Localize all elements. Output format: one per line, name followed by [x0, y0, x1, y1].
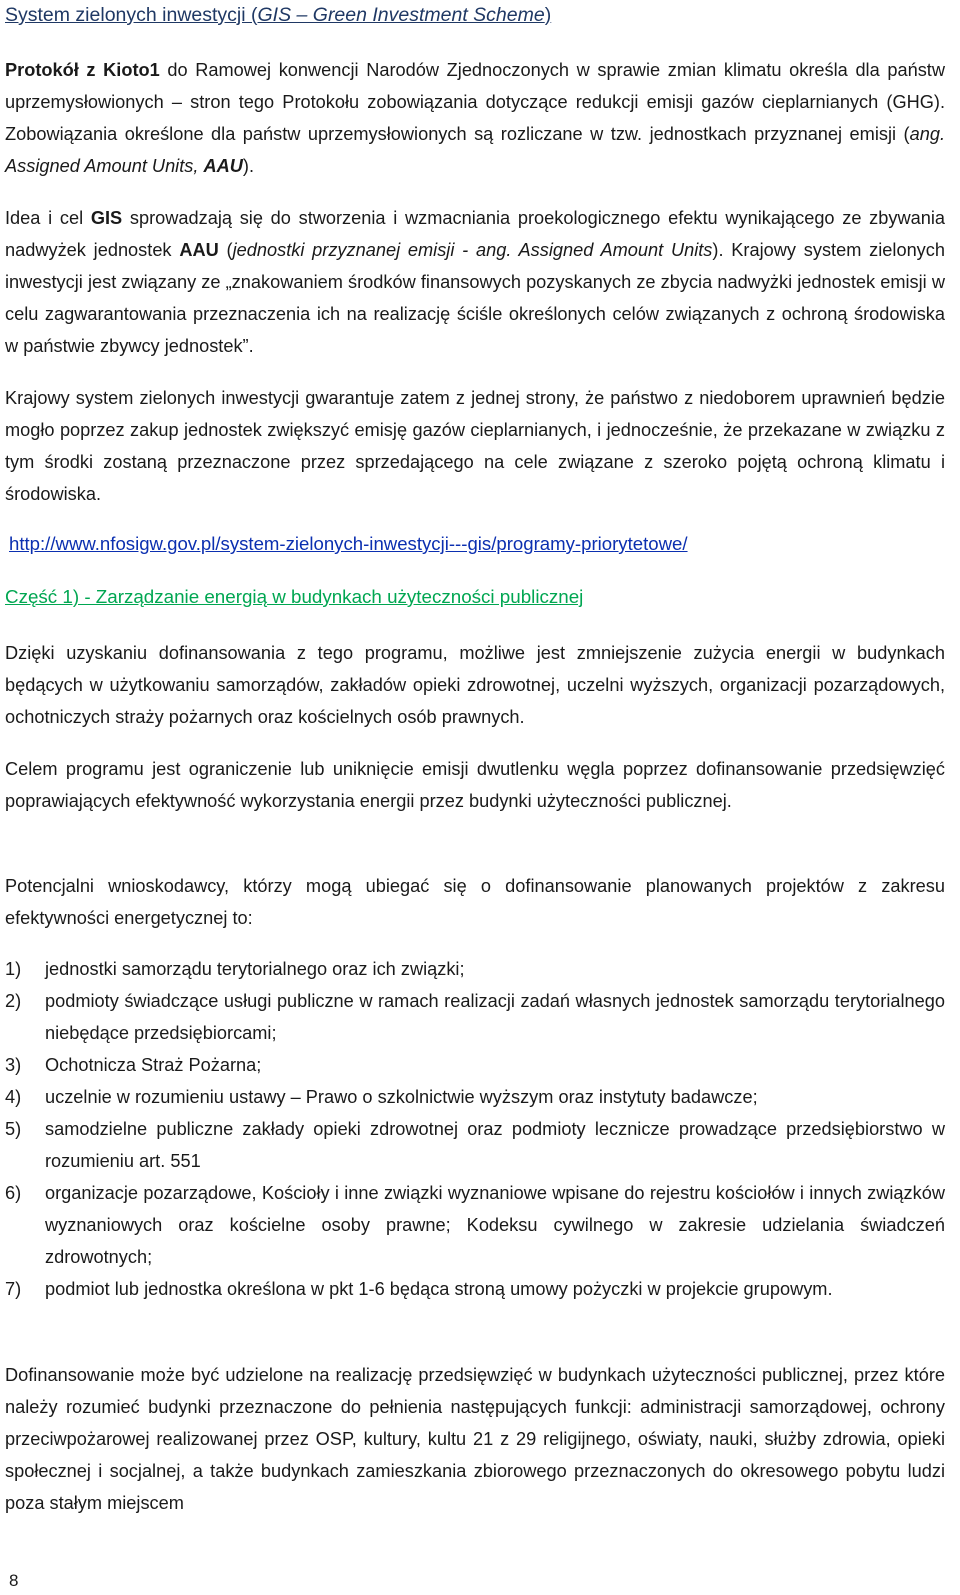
list-item-text: jednostki samorządu terytorialnego oraz ich związki;: [45, 959, 465, 979]
paragraph-guarantee: Krajowy system zielonych inwestycji gwarantuje zatem z jednej strony, że państwo z niedoborem uprawnień będzie mogło poprzez zakup jednostek zwiększyć emisję gazów cieplarnianych, i jednocześnie, że przekazane w związku z tym środki zostaną przeznaczone przez sprzedającego na cele związane z szeroko pojętą ochroną klimatu i środowiska.: [5, 388, 945, 504]
gis-idea-text: Idea i cel: [5, 208, 91, 228]
title-prefix: System zielonych inwestycji (: [5, 4, 258, 26]
list-item-text: samodzielne publiczne zakłady opieki zdrowotnej oraz podmioty lecznicze prowadzące przedsiębiorstwo w rozumieniu art. 551: [45, 1119, 945, 1171]
kyoto-italic: ang. Assigned Amount Units,: [5, 124, 945, 176]
kyoto-text: do Ramowej konwencji Narodów Zjednoczonych w sprawie zmian klimatu określa dla państw uprzemysłowionych – stron tego Protokołu zobowiązania dotyczące redukcji emisji gazów cieplarnianych (GHG). Zobowiązania określone dla państw uprzemysłowionych są rozliczane w tzw. jednostkach przyznanej emisji (: [5, 60, 945, 144]
paragraph-kyoto: [5, 54, 945, 182]
list-item: [5, 1049, 945, 1081]
paragraph-gis-idea: [5, 202, 945, 362]
list-item: [5, 1081, 945, 1113]
section-heading: Część 1) - Zarządzanie energią w budynkach użyteczności publicznej: [5, 586, 584, 607]
list-item: [5, 1177, 945, 1273]
list-item: [5, 985, 945, 1049]
gis-idea-text-3: (: [218, 240, 233, 260]
nfosigw-link[interactable]: http://www.nfosigw.gov.pl/system-zielonych-inwestycji---gis/programy-priorytetowe/: [9, 533, 688, 554]
gis-bold: GIS: [90, 208, 123, 228]
paragraph-applicants: Potencjalni wnioskodawcy, którzy mogą ubiegać się o dofinansowanie planowanych projektów z zakresu efektywności energetycznej to:: [5, 876, 945, 928]
list-item: [5, 1113, 945, 1177]
list-item-number: 2): [5, 991, 22, 1011]
title-suffix: ): [544, 4, 552, 26]
aau-bold: AAU: [179, 240, 219, 260]
list-item-number: 6): [5, 1183, 22, 1203]
gis-idea-text-4: ). Krajowy system zielonych inwestycji jest związany ze „znakowaniem środków finansowych pozyskanych ze zbycia nadwyżki jednostek emisji w celu zagwarantowania przeznaczenia ich na realizację ściśle określonych celów związanych z ochroną środowiska w państwie zbywcy jednostek”.: [5, 240, 945, 356]
aau-bold-italic: AAU: [203, 156, 243, 176]
applicants-list: [5, 953, 945, 1305]
list-item-text: organizacje pozarządowe, Kościoły i inne związki wyznaniowe wpisane do rejestru kościołów i innych związków wyznaniowych oraz kościelne osoby prawne; Kodeksu cywilnego w zakresie udzielania świadczeń zdrowotnych;: [45, 1183, 945, 1267]
page-title: [5, 4, 551, 27]
list-item-text: Ochotnicza Straż Pożarna;: [45, 1055, 262, 1075]
list-item: [5, 953, 945, 985]
list-item-number: 5): [5, 1119, 22, 1139]
kyoto-bold: Protokół z Kioto1: [5, 60, 160, 80]
aau-definition-italic: jednostki przyznanej emisji - ang. Assigned Amount Units: [232, 240, 713, 260]
list-item-number: 7): [5, 1279, 22, 1299]
list-item-number: 4): [5, 1087, 22, 1107]
paragraph-funding-scope: Dofinansowanie może być udzielone na realizację przedsięwzięć w budynkach użyteczności publicznej, przez które należy rozumieć budynki przeznaczone do pełnienia następujących funkcji: administracji samorządowej, ochrony przeciwpożarowej realizowanej przez OSP, kultury, kultu 21 z 29 religijnego, oświaty, nauki, służby zdrowia, opieki społecznej i socjalnej, a także budynkach zamieszkania zbiorowego przeznaczonych do okresowego pobytu ludzi poza stałym miejscem: [5, 1365, 945, 1513]
paragraph-benefits: Dzięki uzyskaniu dofinansowania z tego programu, możliwe jest zmniejszenie zużycia energii w budynkach będących w użytkowaniu samorządów, zakładów opieki zdrowotnej, uczelni wyższych, organizacji pozarządowych, ochotniczych straży pożarnych oraz kościelnych osób prawnych.: [5, 643, 945, 727]
list-item: [5, 1273, 945, 1305]
list-item-number: 1): [5, 959, 22, 979]
list-item-number: 3): [5, 1055, 22, 1075]
title-italic: GIS – Green Investment Scheme: [257, 4, 545, 26]
paragraph-goal: Celem programu jest ograniczenie lub uniknięcie emisji dwutlenku węgla poprzez dofinansowanie przedsięwzięć poprawiających efektywność wykorzystania energii przez budynki użyteczności publicznej.: [5, 759, 945, 811]
list-item-text: uczelnie w rozumieniu ustawy – Prawo o szkolnictwie wyższym oraz instytuty badawcze;: [45, 1087, 758, 1107]
gis-idea-text-2: sprowadzają się do stworzenia i wzmacniania proekologicznego efektu wynikającego ze zbywania nadwyżek jednostek: [5, 208, 945, 260]
list-item-text: podmioty świadczące usługi publiczne w ramach realizacji zadań własnych jednostek samorządu terytorialnego niebędące przedsiębiorcami;: [45, 991, 945, 1043]
page-number: 8: [9, 1571, 19, 1590]
kyoto-text-end: ).: [242, 156, 255, 176]
list-item-text: podmiot lub jednostka określona w pkt 1-6 będąca stroną umowy pożyczki w projekcie grupowym.: [45, 1279, 833, 1299]
